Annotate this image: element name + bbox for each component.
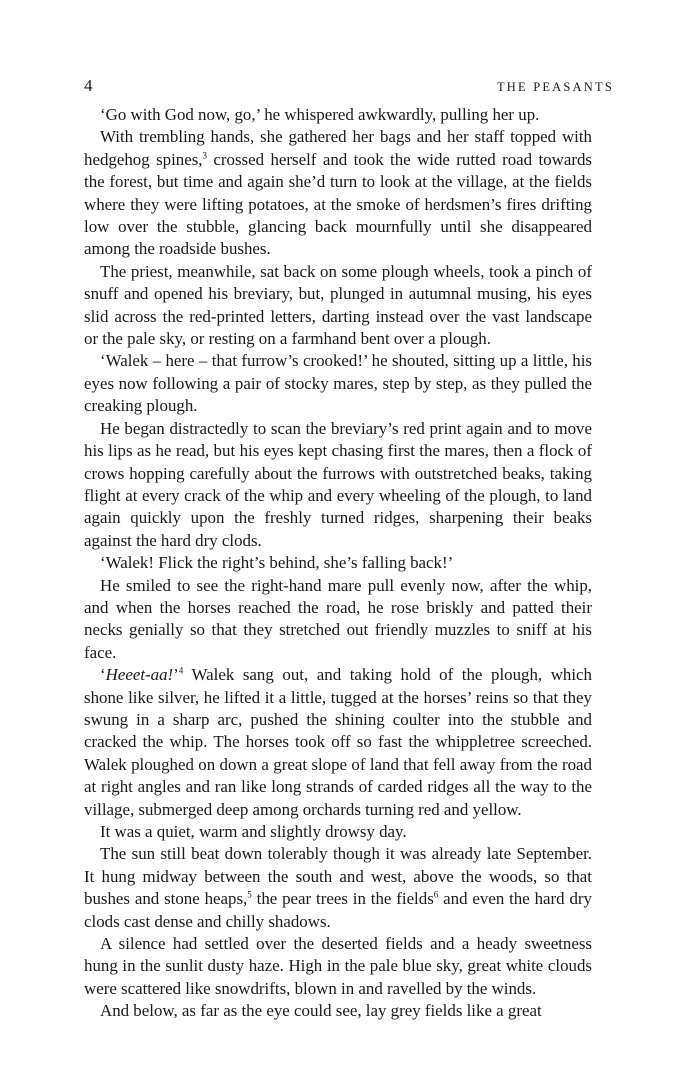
- paragraph: [84, 126, 592, 260]
- paragraph: [84, 575, 592, 665]
- text-run: He smiled to see the right-hand mare pull evenly now, after the whip, and when the horses reached the road, he rose briskly and patted their necks genially so that they stretched out friendly muzzles to sniff at his face.: [84, 575, 592, 662]
- text-run: With trembling hands, she gathered her bags and her staff topped with hedgehog spines,: [84, 127, 592, 169]
- running-head: [84, 76, 614, 96]
- text-run: The sun still beat down tolerably though it was already late September. It hung midway between the south and west, above the woods, so that bushes and stone heaps,: [84, 844, 592, 909]
- body-text: [84, 104, 592, 1023]
- text-run: ‘Walek – here – that furrow’s crooked!’ he shouted, sitting up a little, his eyes now following a pair of stocky mares, step by step, as they pulled the creaking plough.: [84, 351, 592, 416]
- paragraph: [84, 104, 592, 126]
- text-run: Walek sang out, and taking hold of the plough, which shone like silver, he lifted it a little, tugged at the horses’ reins so that they swung in a sharp arc, pushed the shining coulter into the stubble and cracked the whip. The horses took off so fast the whippletree screeched. Walek ploughed on down a great slope of land that fell away from the road at right angles and ran like long strands of carded ridges all the way to the village, submerged deep among orchards turning red and yellow.: [84, 665, 592, 819]
- text-run: and even the hard dry clods cast dense and chilly shadows.: [84, 889, 592, 931]
- running-title: THE PEASANTS: [496, 80, 614, 94]
- footnote-marker: 5: [247, 889, 252, 900]
- text-run: He began distractedly to scan the breviary’s red print again and to move his lips as he read, but his eyes kept chasing first the mares, then a flock of crows hopping carefully about the furrows with outstretched beaks, taking flight at every crack of the whip and every wheeling of the plough, to land again quickly upon the freshly turned ridges, sharpening their beaks against the hard dry clods.: [84, 418, 592, 550]
- text-run: And below, as far as the eye could see, lay grey fields like a great: [100, 1001, 542, 1021]
- text-run: ‘: [100, 665, 106, 685]
- paragraph: [84, 1000, 592, 1022]
- page-number: 4: [84, 76, 93, 95]
- italic-text: Heeet-aa!: [105, 665, 174, 685]
- text-run: A silence had settled over the deserted fields and a heady sweetness hung in the sunlit dusty haze. High in the pale blue sky, great white clouds were scattered like snowdrifts, blown in and ravelled by the winds.: [84, 934, 592, 998]
- paragraph: [84, 418, 592, 552]
- paragraph: [84, 261, 592, 351]
- text-run: The priest, meanwhile, sat back on some plough wheels, took a pinch of snuff and opened his breviary, but, plunged in autumnal musing, his eyes slid across the red-printed letters, darting instead over the vast landscape or the pale sky, or resting on a farmhand bent over a plough.: [84, 261, 592, 349]
- paragraph: [84, 350, 592, 417]
- paragraph: [84, 933, 592, 1000]
- paragraph: [84, 821, 592, 843]
- footnote-marker: 6: [433, 889, 439, 900]
- text-run: ‘Walek! Flick the right’s behind, she’s falling back!’: [100, 553, 454, 573]
- text-run: ’: [173, 665, 179, 685]
- text-run: the pear trees in the fields: [251, 889, 434, 909]
- text-run: ‘Go with God now, go,’ he whispered awkwardly, pulling her up.: [100, 105, 540, 124]
- paragraph: [84, 843, 592, 933]
- footnote-marker: 3: [202, 150, 208, 161]
- paragraph: [84, 552, 592, 574]
- footnote-marker: 4: [178, 665, 184, 676]
- text-run: It was a quiet, warm and slightly drowsy day.: [100, 822, 407, 841]
- text-run: crossed herself and took the wide rutted road towards the forest, but time and again she’d turn to look at the village, at the fields where they were lifting potatoes, at the smoke of herdsmen’s fires drifting low over the stubble, glancing back mournfully until she disappeared among the roadside bushes.: [84, 149, 592, 259]
- paragraph: [84, 664, 592, 821]
